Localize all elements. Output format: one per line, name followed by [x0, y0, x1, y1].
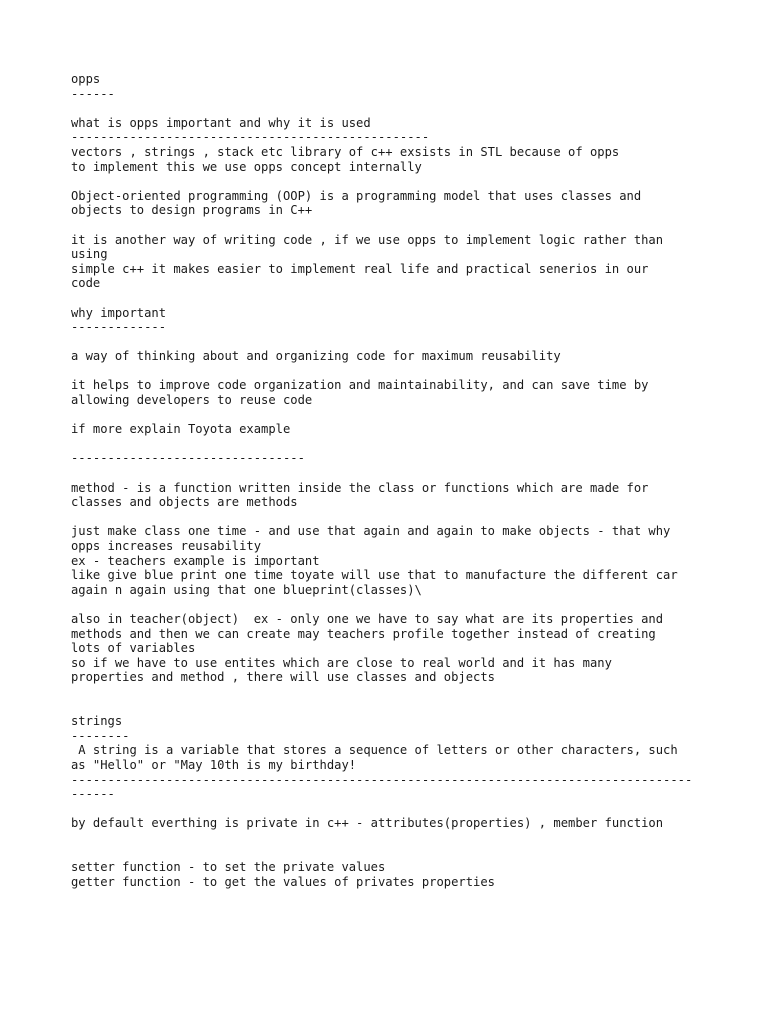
text-line: ------------------------------------------------- — [71, 130, 430, 145]
text-line — [71, 831, 711, 846]
text-line: getter function - to get the values of privates properties — [71, 874, 495, 889]
text-line: properties and method , there will use classes and objects — [71, 670, 495, 685]
text-line: a way of thinking about and organizing code for maximum reusability — [71, 349, 561, 364]
text-line: like give blue print one time toyate will use that to manufacture the different car — [71, 568, 678, 583]
text-line — [71, 218, 711, 233]
text-line: ------------- — [71, 320, 167, 335]
text-line — [71, 700, 711, 715]
text-line: -------------------------------- — [71, 451, 305, 466]
text-line — [71, 364, 711, 379]
text-line: if more explain Toyota example — [71, 422, 291, 437]
text-line — [71, 174, 711, 189]
text-line: method - is a function written inside the class or functions which are made for — [71, 480, 649, 495]
text-line — [71, 101, 711, 116]
text-line — [71, 408, 711, 423]
text-line: ------ — [71, 86, 115, 101]
text-line: classes and objects are methods — [71, 495, 298, 510]
text-line — [71, 466, 711, 481]
text-line — [71, 510, 711, 525]
text-line: again n again using that one blueprint(classes)\ — [71, 582, 422, 597]
text-line: ------ — [71, 787, 115, 802]
text-line: what is opps important and why it is used — [71, 115, 371, 130]
text-line: as "Hello" or "May 10th is my birthday! — [71, 757, 357, 772]
text-line: opps increases reusability — [71, 539, 262, 553]
text-line: it helps to improve code organization and maintainability, and can save time by — [71, 378, 649, 393]
text-line — [71, 335, 711, 350]
text-line — [71, 597, 711, 612]
text-line: to implement this we use opps concept internally — [71, 159, 422, 174]
text-line — [71, 437, 711, 452]
text-line: allowing developers to reuse code — [71, 393, 313, 408]
text-line — [71, 685, 711, 700]
text-line: A string is a variable that stores a sequence of letters or other characters, such — [71, 743, 678, 758]
text-line: Object-oriented programming (OOP) is a programming model that uses classes and — [71, 188, 642, 203]
text-line — [71, 291, 711, 306]
text-line: strings — [71, 714, 123, 729]
text-line: methods and then we can create may teachers profile together instead of creating — [71, 626, 656, 641]
text-line — [71, 802, 711, 817]
text-line: also in teacher(object) ex - only one we have to say what are its properties and — [71, 611, 664, 626]
text-line: opps — [71, 72, 101, 86]
text-line: why important — [71, 305, 167, 320]
text-line: setter function - to set the private values — [71, 860, 386, 875]
text-line: using — [71, 247, 108, 262]
text-line: ------------------------------------------------------------------------------------- — [71, 772, 693, 787]
text-line: code — [71, 276, 101, 291]
text-line — [71, 845, 711, 860]
text-line: simple c++ it makes easier to implement real life and practical senerios in our — [71, 261, 649, 276]
text-line: -------- — [71, 728, 130, 743]
text-line: it is another way of writing code , if we use opps to implement logic rather than — [71, 232, 664, 247]
text-line: vectors , strings , stack etc library of c++ exsists in STL because of opps — [71, 144, 620, 159]
text-line: so if we have to use entites which are close to real world and it has many — [71, 655, 612, 670]
text-line: by default everthing is private in c++ - attributes(properties) , member function — [71, 816, 664, 831]
text-line: just make class one time - and use that again and again to make objects - that why — [71, 524, 671, 539]
document-body — [71, 72, 711, 889]
text-line: objects to design programs in C++ — [71, 203, 313, 218]
text-line: ex - teachers example is important — [71, 553, 320, 568]
text-line: lots of variables — [71, 641, 196, 656]
